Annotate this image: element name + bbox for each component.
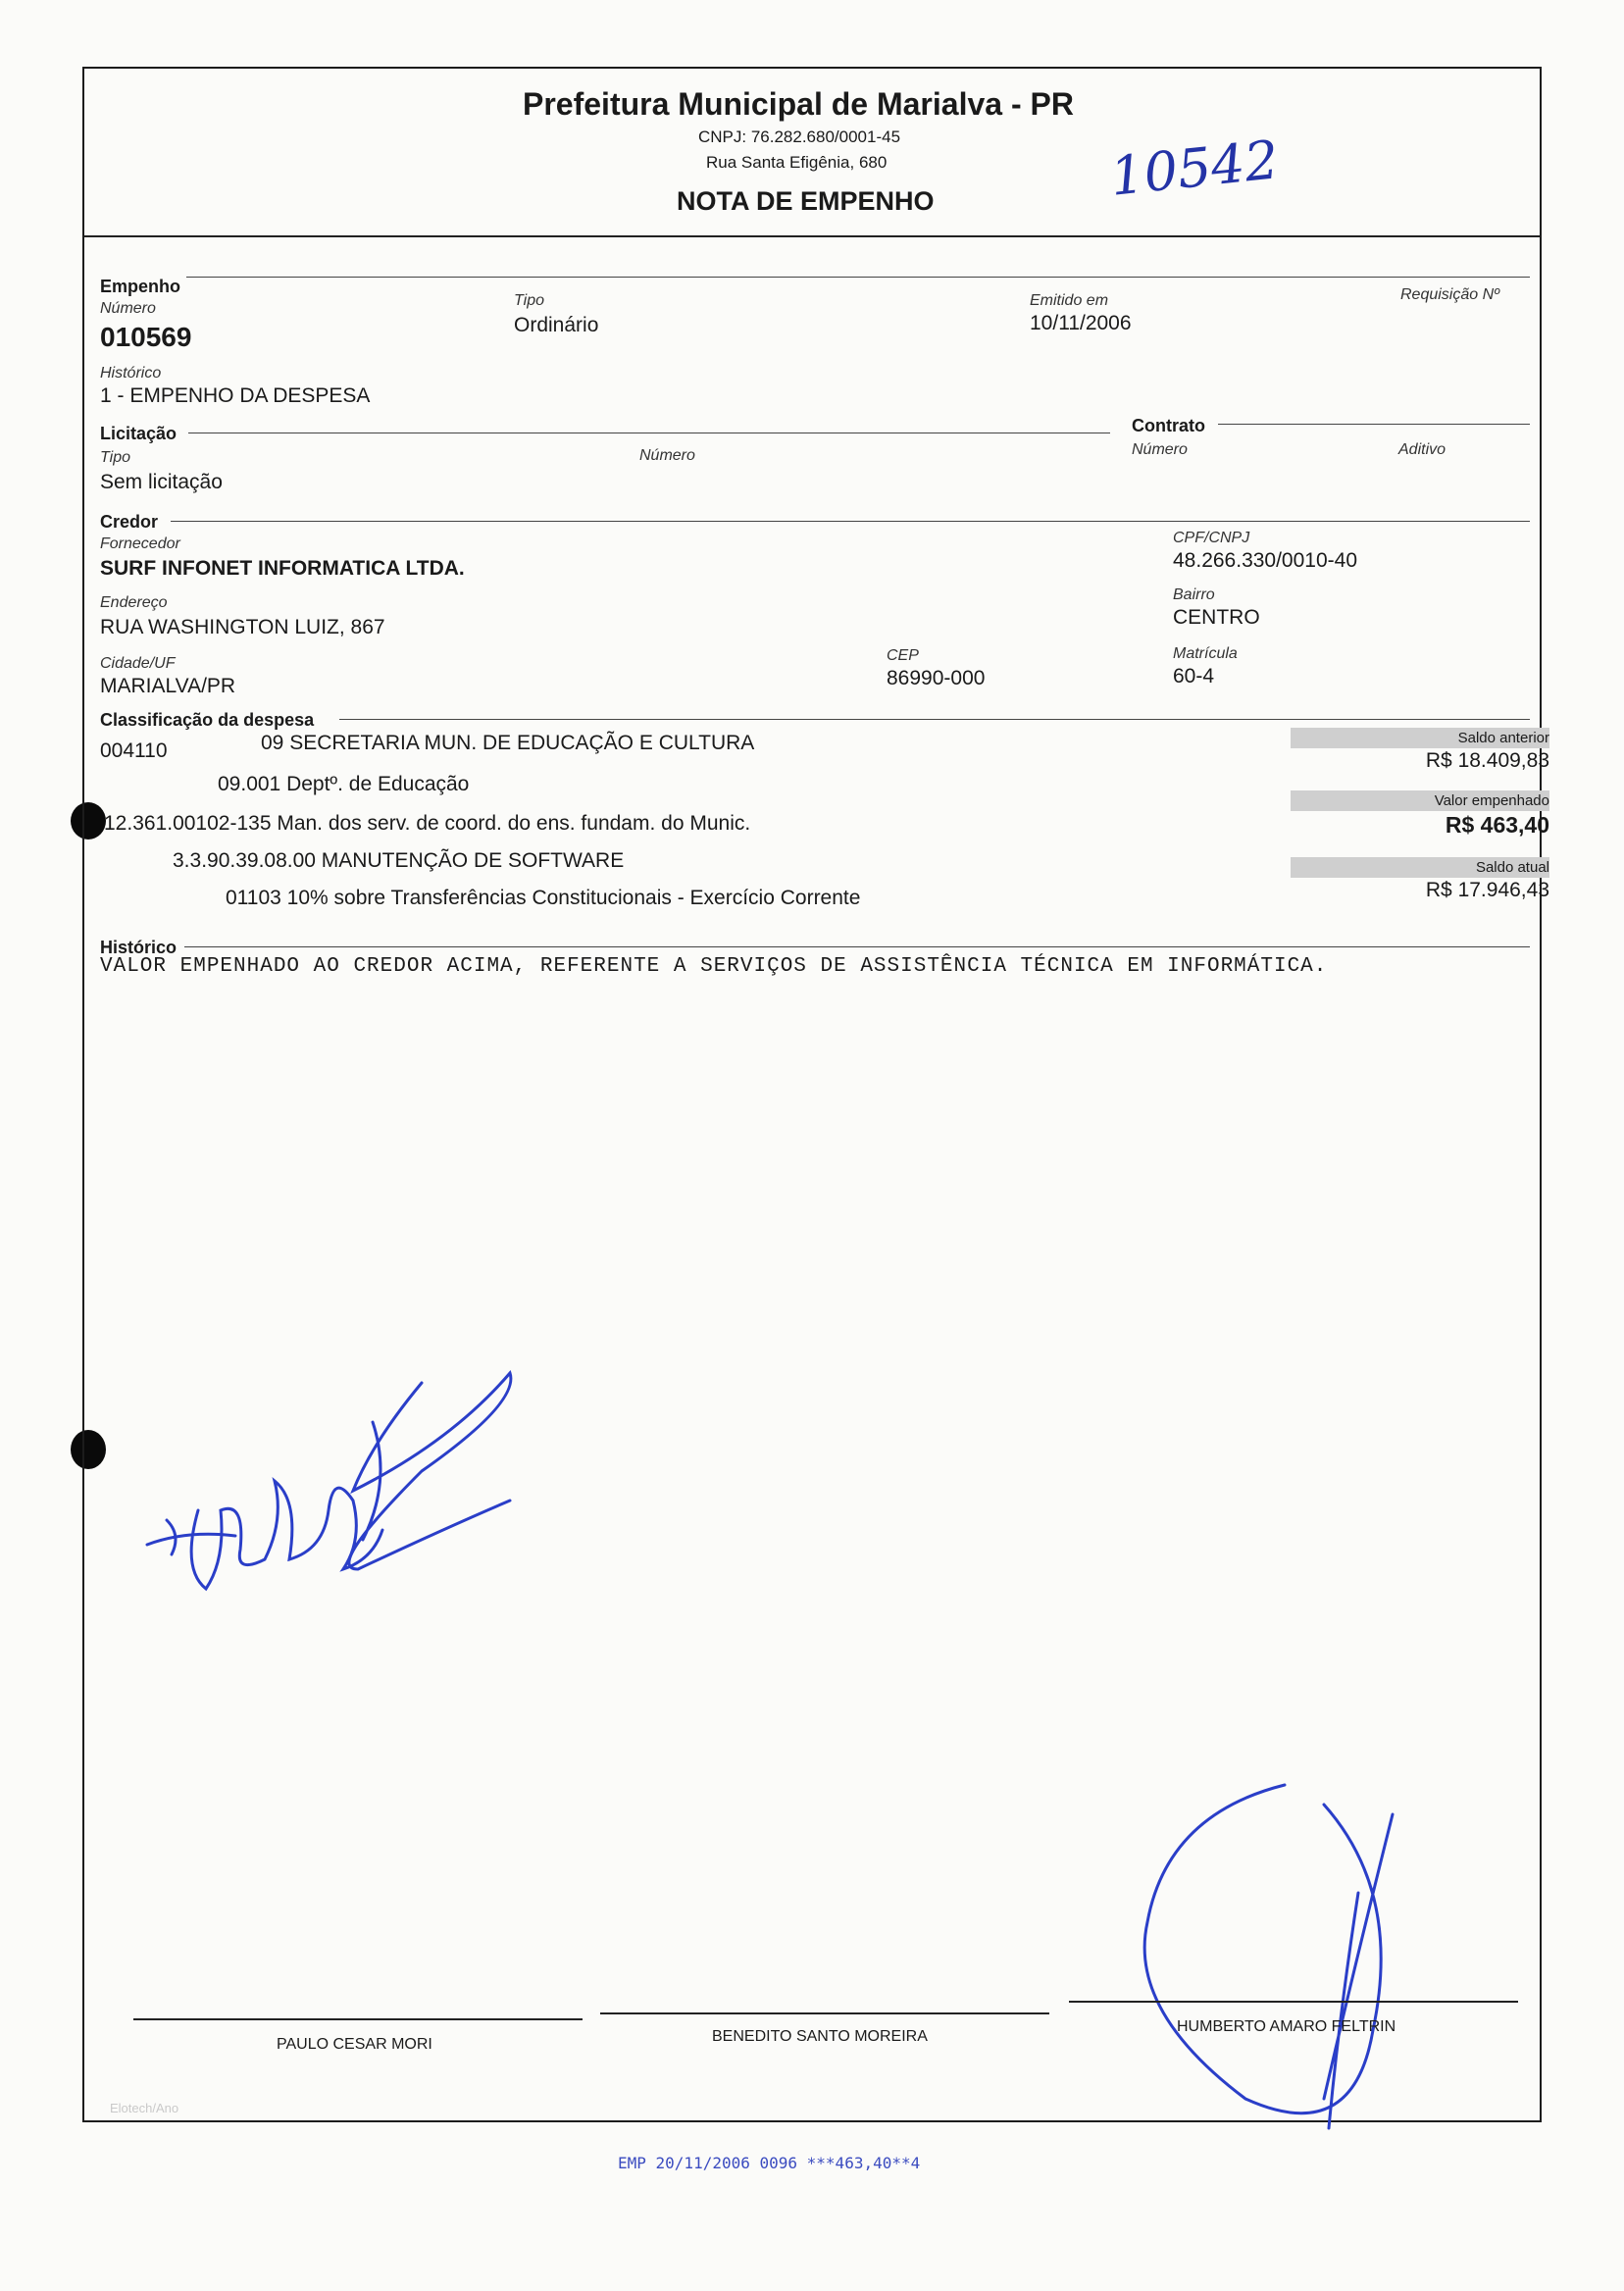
signature-line-1 — [133, 2018, 583, 2020]
cpf-cnpj-value: 48.266.330/0010-40 — [1173, 549, 1358, 572]
handwritten-signature-right — [1128, 1775, 1422, 2148]
credor-rule — [171, 521, 1530, 522]
valor-empenhado-value: R$ 463,40 — [1445, 812, 1549, 838]
cpf-cnpj-label: CPF/CNPJ — [1173, 530, 1250, 546]
saldo-atual-label: Saldo atual — [1291, 857, 1549, 878]
header-divider — [84, 235, 1540, 237]
valor-empenhado-label: Valor empenhado — [1291, 790, 1549, 811]
licitacao-numero-label: Número — [639, 447, 695, 464]
contrato-rule — [1218, 424, 1530, 425]
contrato-section-title: Contrato — [1132, 416, 1205, 435]
classificacao-line-2: 09.001 Deptº. de Educação — [218, 773, 470, 795]
empenho-rule — [186, 277, 1530, 278]
contrato-numero-label: Número — [1132, 441, 1188, 458]
classificacao-line-5: 01103 10% sobre Transferências Constitucionais - Exercício Corrente — [226, 887, 861, 909]
bairro-value: CENTRO — [1173, 606, 1260, 629]
footer-stamp: EMP 20/11/2006 0096 ***463,40**4 — [618, 2154, 921, 2172]
requisicao-label: Requisição Nº — [1400, 286, 1499, 303]
classificacao-line-1: 09 SECRETARIA MUN. DE EDUCAÇÃO E CULTURA — [261, 732, 755, 754]
empenho-numero: 010569 — [100, 322, 192, 352]
saldo-anterior-value: R$ 18.409,83 — [1425, 749, 1549, 772]
handwritten-signature-left — [127, 1363, 539, 1618]
empenho-historico: 1 - EMPENHO DA DESPESA — [100, 384, 371, 407]
signature-line-2 — [600, 2012, 1049, 2014]
classificacao-section-title: Classificação da despesa — [100, 710, 315, 730]
licitacao-tipo-label: Tipo — [100, 449, 130, 466]
historico-rule — [184, 946, 1530, 947]
classificacao-line-3: 12.361.00102-135 Man. dos serv. de coord. do ens. fundam. do Munic. — [104, 812, 751, 835]
credor-section-title: Credor — [100, 512, 159, 532]
emitido-value: 10/11/2006 — [1030, 312, 1132, 334]
empenho-tipo: Ordinário — [514, 314, 599, 336]
licitacao-tipo: Sem licitação — [100, 471, 223, 493]
saldo-anterior-label: Saldo anterior — [1291, 728, 1549, 748]
cidade-label: Cidade/UF — [100, 655, 176, 672]
signature-name-2: BENEDITO SANTO MOREIRA — [712, 2028, 928, 2045]
signature-line-3 — [1069, 2001, 1518, 2003]
classificacao-line-4: 3.3.90.39.08.00 MANUTENÇÃO DE SOFTWARE — [173, 849, 625, 872]
emitido-label: Emitido em — [1030, 292, 1109, 309]
document-title: NOTA DE EMPENHO — [677, 186, 935, 216]
empenho-tipo-label: Tipo — [514, 292, 544, 309]
empenho-section-title: Empenho — [100, 277, 181, 296]
contrato-aditivo-label: Aditivo — [1398, 441, 1446, 458]
cep-value: 86990-000 — [887, 667, 986, 689]
classificacao-rule — [339, 719, 1530, 720]
licitacao-section-title: Licitação — [100, 424, 178, 443]
municipality-title: Prefeitura Municipal de Marialva - PR — [523, 86, 1074, 122]
bairro-label: Bairro — [1173, 586, 1215, 603]
cnpj-line: CNPJ: 76.282.680/0001-45 — [698, 127, 901, 146]
cep-label: CEP — [887, 647, 919, 664]
fornecedor-value: SURF INFONET INFORMATICA LTDA. — [100, 557, 465, 580]
empenho-numero-label: Número — [100, 300, 156, 317]
system-mark: Elotech/Ano — [110, 2101, 179, 2115]
historico-text: VALOR EMPENHADO AO CREDOR ACIMA, REFERENTE A SERVIÇOS DE ASSISTÊNCIA TÉCNICA EM INFORMÁTICA. — [100, 955, 1328, 978]
empenho-historico-label: Histórico — [100, 365, 162, 382]
classificacao-code: 004110 — [100, 739, 168, 762]
signature-name-3: HUMBERTO AMARO FELTRIN — [1177, 2018, 1396, 2035]
matricula-value: 60-4 — [1173, 665, 1215, 687]
saldo-atual-value: R$ 17.946,43 — [1425, 879, 1549, 901]
cidade-value: MARIALVA/PR — [100, 675, 236, 697]
address-line: Rua Santa Efigênia, 680 — [706, 153, 888, 172]
signature-name-1: PAULO CESAR MORI — [277, 2036, 432, 2053]
endereco-value: RUA WASHINGTON LUIZ, 867 — [100, 616, 385, 638]
historico-section-title: Histórico — [100, 938, 178, 957]
endereco-label: Endereço — [100, 594, 168, 611]
handwritten-number: 10542 — [1107, 128, 1282, 208]
matricula-label: Matrícula — [1173, 645, 1238, 662]
fornecedor-label: Fornecedor — [100, 535, 180, 552]
